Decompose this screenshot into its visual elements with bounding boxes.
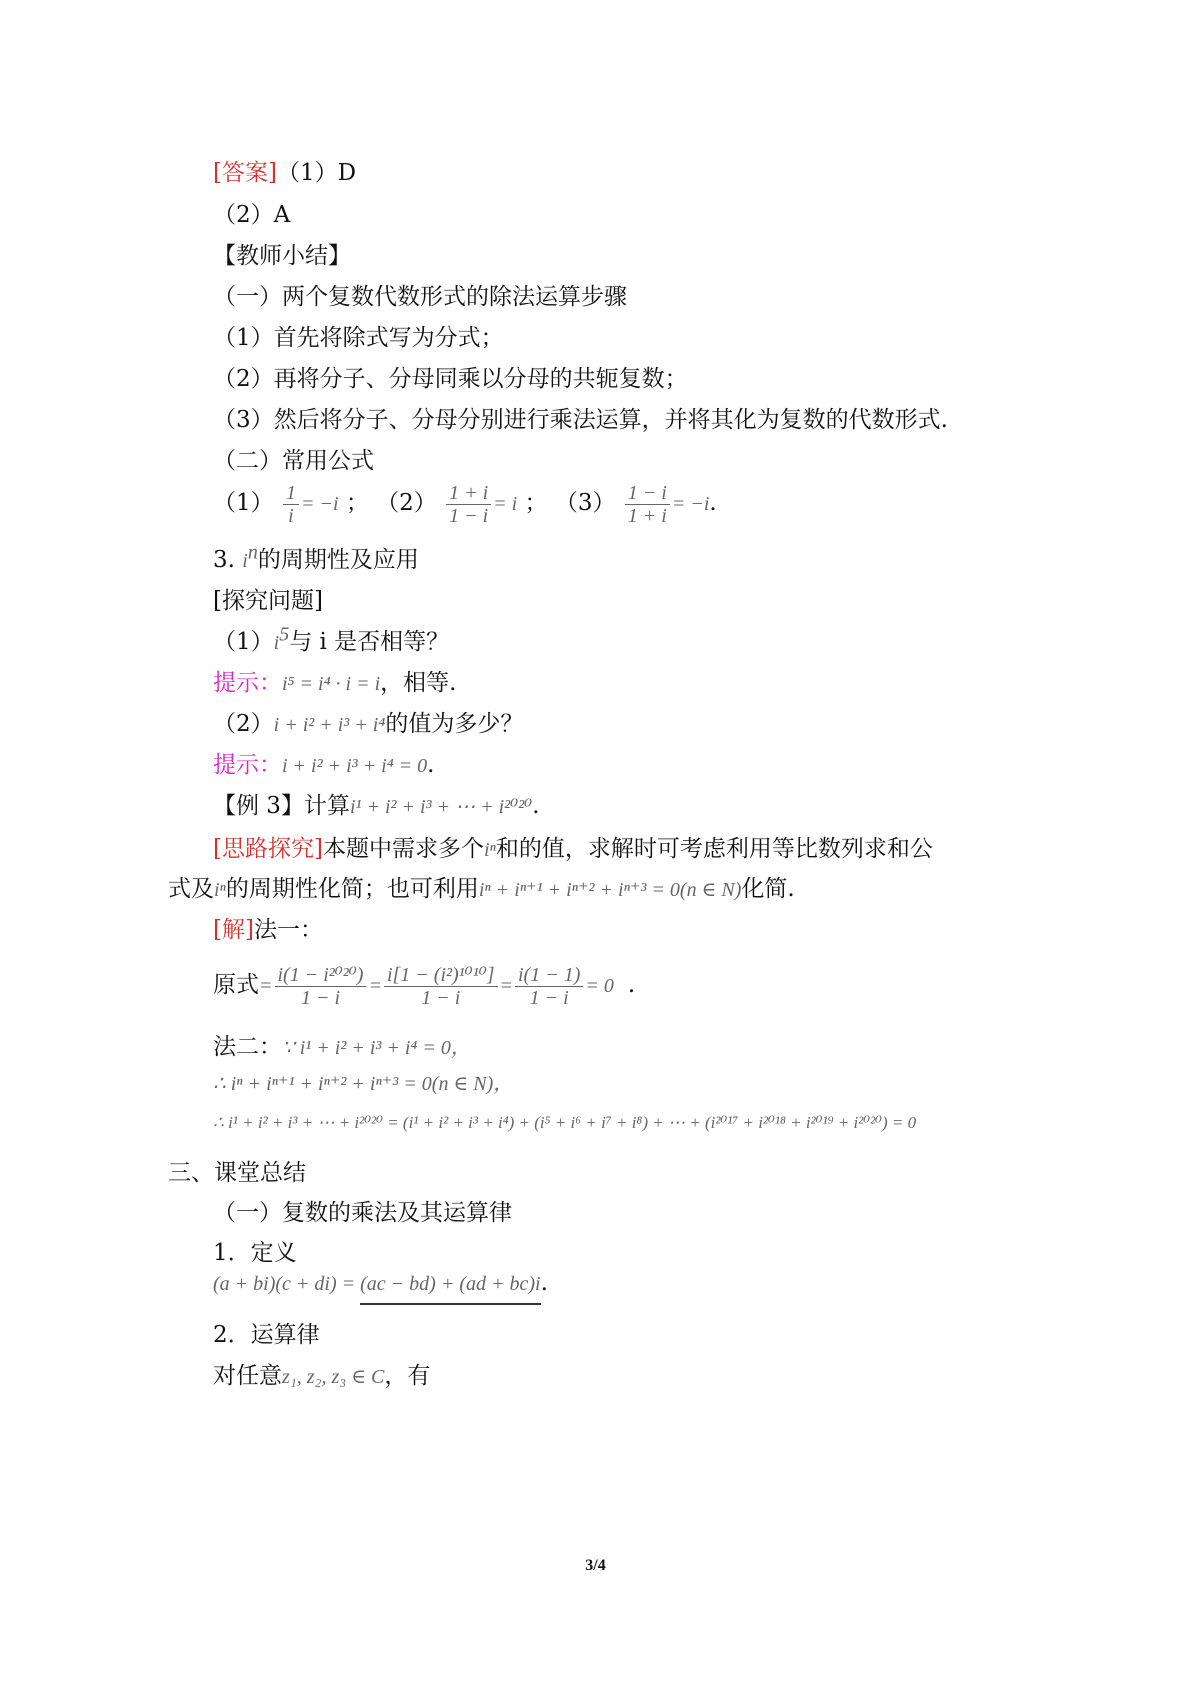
formula-1-label: （1） xyxy=(213,490,274,516)
formula-3-rhs: = −i xyxy=(671,493,710,515)
answer-part2: （2）A xyxy=(213,202,291,228)
hint-1-label: 提示： xyxy=(213,670,282,696)
division-heading: （一）两个复数代数形式的除法运算步骤 xyxy=(213,284,627,310)
formula-sep-1: ； xyxy=(345,490,369,516)
solution-fraction-2: $\frac{\text{i[1 − (i²)¹⁰¹⁰]}}{1 - i}$ xyxy=(384,964,498,1009)
solution-fraction-3: $\frac{i(1 - 1)}{1 - i}$ xyxy=(515,964,583,1009)
division-step-2: （2）再将分子、分母同乘以分母的共轭复数； xyxy=(213,366,688,392)
formula-sep-2: ； xyxy=(524,490,548,516)
question-2: （2）i + i² + i³ + i⁴的值为多少？ xyxy=(213,711,524,737)
law-title: 2．运算律 xyxy=(213,1322,320,1348)
definition-answer-blank: (ac − bd) + (ad + bc)i xyxy=(360,1269,540,1305)
formula-end: . xyxy=(709,490,717,516)
answer-label: [答案] xyxy=(213,160,277,186)
solution-method-2-line-2: ∴ iⁿ + iⁿ⁺¹ + iⁿ⁺² + iⁿ⁺³ = 0(n ∈ N)， xyxy=(213,1073,514,1095)
formulas-line xyxy=(213,480,717,527)
answer-line-1 xyxy=(213,158,356,188)
idea-line-1: [思路探究]本题中需求多个iⁿ和的值，求解时可考虑利用等比数列求和公 xyxy=(213,836,933,862)
summary-subheading-1: （一）复数的乘法及其运算律 xyxy=(213,1200,512,1226)
idea-line-2: 式及iⁿ的周期性化简；也可利用iⁿ + iⁿ⁺¹ + iⁿ⁺² + iⁿ⁺³ = 0(n ∈ N)化简. xyxy=(168,876,795,902)
law-text: 对任意z₁, z₂, z₃ ∈ C，有 xyxy=(213,1363,431,1389)
solution-method-1-equation: 原式= $\frac{\text{i(1 − i²⁰²⁰)}}{1 - i}$ = $\frac{\text{i[1 − (i²)¹⁰¹⁰]}}{1 - i}$ = $\frac{i(1 - 1)}{1 - i}$ = 0 . xyxy=(213,963,636,1009)
solution-method-2-line-1: 法二：∵ i¹ + i² + i³ + i⁴ = 0， xyxy=(213,1034,471,1060)
solution-method-2-line-3: ∴ i¹ + i² + i³ + ⋯ + i²⁰²⁰ = (i¹ + i² + i³ + i⁴) + (i⁵ + i⁶ + i⁷ + i⁸) + ⋯ + (i²⁰¹⁷ + i²⁰¹⁸ + i²⁰¹⁹ + i²⁰²⁰) = 0 xyxy=(213,1113,917,1132)
definition-title: 1．定义 xyxy=(213,1240,297,1266)
teacher-summary-title: 【教师小结】 xyxy=(213,243,351,269)
division-step-3: （3）然后将分子、分母分别进行乘法运算，并将其化为复数的代数形式. xyxy=(213,407,948,433)
idea-label: [思路探究] xyxy=(213,836,323,862)
page-number: 3/4 xyxy=(585,1557,606,1574)
example-3: 【例 3】计算i¹ + i² + i³ + ⋯ + i²⁰²⁰. xyxy=(213,793,540,819)
hint-2-label: 提示： xyxy=(213,752,282,778)
summary-heading: 三、课堂总结 xyxy=(168,1160,306,1186)
explore-label: [探究问题] xyxy=(213,588,323,614)
solution-method-1-label: [解]法一： xyxy=(213,917,323,943)
question-1: $(1)i^5$与 i 是否相等？ xyxy=(213,623,450,655)
definition-formula: (a + bi)(c + di) = (ac − bd) + (ad + bc)i. xyxy=(213,1268,548,1305)
formulas-heading: （二）常用公式 xyxy=(213,448,374,474)
formula-1-rhs: = −i xyxy=(300,493,339,515)
section3-title: 3. $i^n$的周期性及应用 xyxy=(213,541,419,573)
division-step-1: （1）首先将除式写为分式； xyxy=(213,325,504,351)
formula-2-label: （2） xyxy=(376,490,437,516)
solution-fraction-1: $\frac{\text{i(1 − i²⁰²⁰)}}{1 - i}$ xyxy=(275,964,367,1009)
formula-2-fraction: $\frac{1 + i}{1 - i}$ xyxy=(446,482,491,527)
solution-label: [解] xyxy=(213,917,254,943)
formula-1-fraction: $\frac{1}{i}$ xyxy=(283,482,299,527)
answer-line-2 xyxy=(213,200,290,230)
hint-2: 提示：i + i² + i³ + i⁴ = 0. xyxy=(213,752,435,778)
formula-3-label: （3） xyxy=(554,490,616,516)
formula-3-fraction: $\frac{1 - i}{1 + i}$ xyxy=(625,482,670,527)
formula-2-rhs: = i xyxy=(493,493,518,515)
hint-1: 提示：i⁵ = i⁴ · i = i，相等. xyxy=(213,670,457,696)
answer-part1: （1）D xyxy=(276,160,357,186)
